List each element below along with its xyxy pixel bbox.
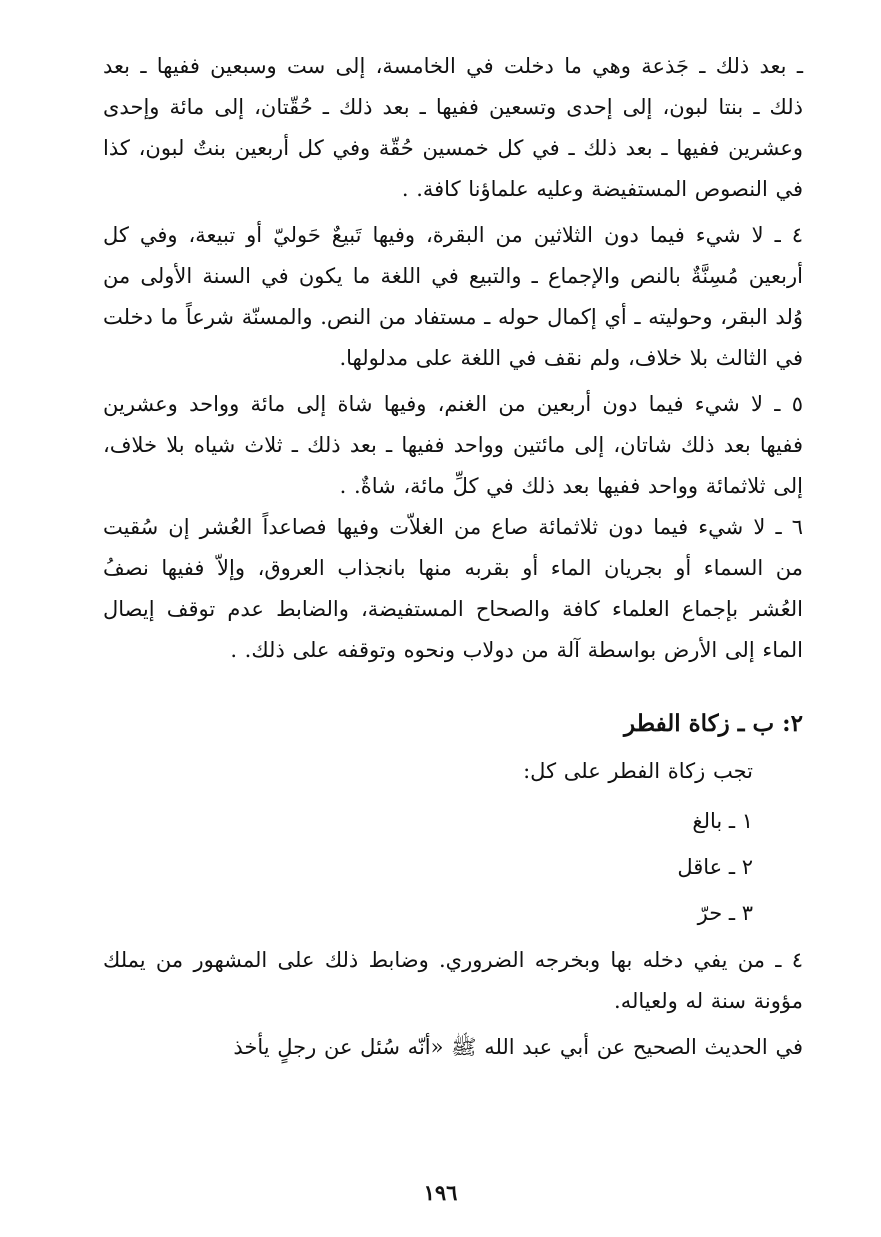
list-item: ٣ ـ حرّ [697,901,753,925]
section-intro: تجب زكاة الفطر على كل: [523,759,753,783]
section-heading: ٢: ب ـ زكاة الفطر [624,710,803,737]
body-text [103,46,803,1068]
paragraph-cattle: ٤ ـ لا شيء فيما دون الثلاثين من البقرة، وفيها تَبيعٌ حَوليّ أو تبيعة، وفي كل أربعين مُسِنَّةٌ بالنص والإجماع ـ والتبيع في اللغة ما يكون في السنة الأولى من وُلد البقر، وحوليته ـ أي إكمال حوله ـ مستفاد من النص. والمسنّة شرعاً ما دخلت في الثالث بلا خلاف، ولم نقف في اللغة على مدلولها. [103,223,803,370]
paragraph-hadith: في الحديث الصحيح عن أبي عبد الله ﷺ «أنّه سُئل عن رجلٍ يأخذ [233,1035,803,1059]
paragraph-camels: ـ بعد ذلك ـ جَذعة وهي ما دخلت في الخامسة، إلى ست وسبعين ففيها ـ بعد ذلك ـ بنتا لبون، إلى إحدى وتسعين ففيها ـ بعد ذلك ـ حُقّتان، إلى مائة وإحدى وعشرين ففيها ـ بعد ذلك ـ في كل خمسين حُقّة وفي كل أربعين بنتٌ لبون، كذا في النصوص المستفيضة وعليه علماؤنا كافة. . [103,54,803,201]
page-number: ١٩٦ [423,1180,458,1205]
list-item: ٢ ـ عاقل [677,855,753,879]
list-item: ١ ـ بالغ [692,809,753,833]
paragraph-sheep: ٥ ـ لا شيء فيما دون أربعين من الغنم، وفيها شاة إلى مائة وواحد وعشرين ففيها بعد ذلك شاتان، إلى مائتين وواحد ففيها ـ بعد ذلك ـ ثلاث شياه بلا خلاف، إلى ثلاثمائة وواحد ففيها بعد ذلك في كلِّ مائة، شاةٌ. . [103,392,803,498]
paragraph-crops: ٦ ـ لا شيء فيما دون ثلاثمائة صاع من الغلاّت وفيها فصاعداً العُشر إن سُقيت من السماء أو بجريان الماء أو بقربه منها بانجذاب العروق، وإلاّ ففيها نصفُ العُشر بإجماع العلماء كافة والصحاح المستفيضة، والضابط عدم توقف إيصال الماء إلى الأرض بواسطة آلة من دولاب ونحوه وتوقفه على ذلك. . [103,515,803,662]
paragraph-condition-four: ٤ ـ من يفي دخله بها وبخرجه الضروري. وضابط ذلك على المشهور من يملك مؤونة سنة له ولعياله. [103,948,803,1013]
conditions-list [103,802,803,932]
